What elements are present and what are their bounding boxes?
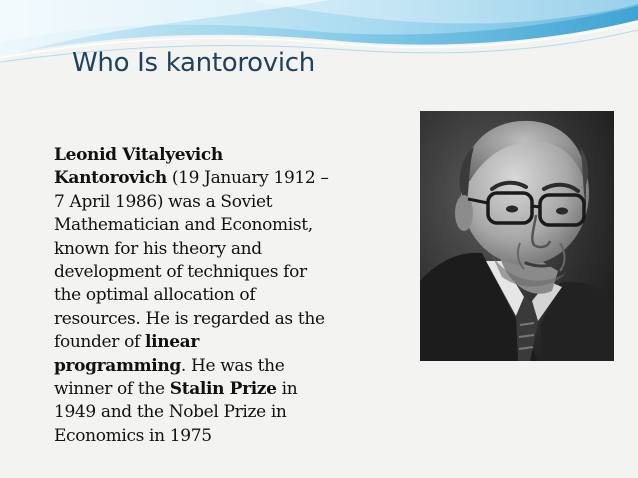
text-line: development of techniques for — [54, 262, 307, 283]
text-line: known for his theory and — [54, 238, 262, 259]
text-run: in — [276, 379, 298, 400]
bold-term: linear — [144, 332, 199, 353]
text-run: founder of — [54, 332, 145, 353]
text-line — [54, 378, 354, 401]
text-line: resources. He is regarded as the — [54, 308, 325, 329]
text-line: Mathematician and Economist, — [54, 215, 313, 236]
text-line: Economics in 1975 — [54, 425, 212, 446]
text-line — [54, 331, 354, 354]
text-run: (19 January 1912 – — [166, 168, 329, 189]
bold-name-part: Leonid Vitalyevich — [54, 145, 223, 165]
text-run: winner of the — [54, 379, 170, 400]
text-line — [54, 355, 354, 378]
text-line: 7 April 1986) was a Soviet — [54, 191, 273, 212]
text-line: the optimal allocation of — [54, 285, 256, 306]
biography-paragraph — [54, 144, 354, 448]
bold-term: programming — [54, 355, 181, 376]
slide-title: Who Is kantorovich — [72, 48, 315, 78]
text-run: . He was the — [180, 355, 285, 376]
text-line: 1949 and the Nobel Prize in — [54, 402, 287, 423]
portrait-photo — [420, 111, 614, 361]
bold-name-part: Kantorovich — [54, 168, 167, 189]
bold-term: Stalin Prize — [169, 379, 277, 400]
text-line — [54, 167, 354, 190]
text-line — [54, 144, 354, 167]
